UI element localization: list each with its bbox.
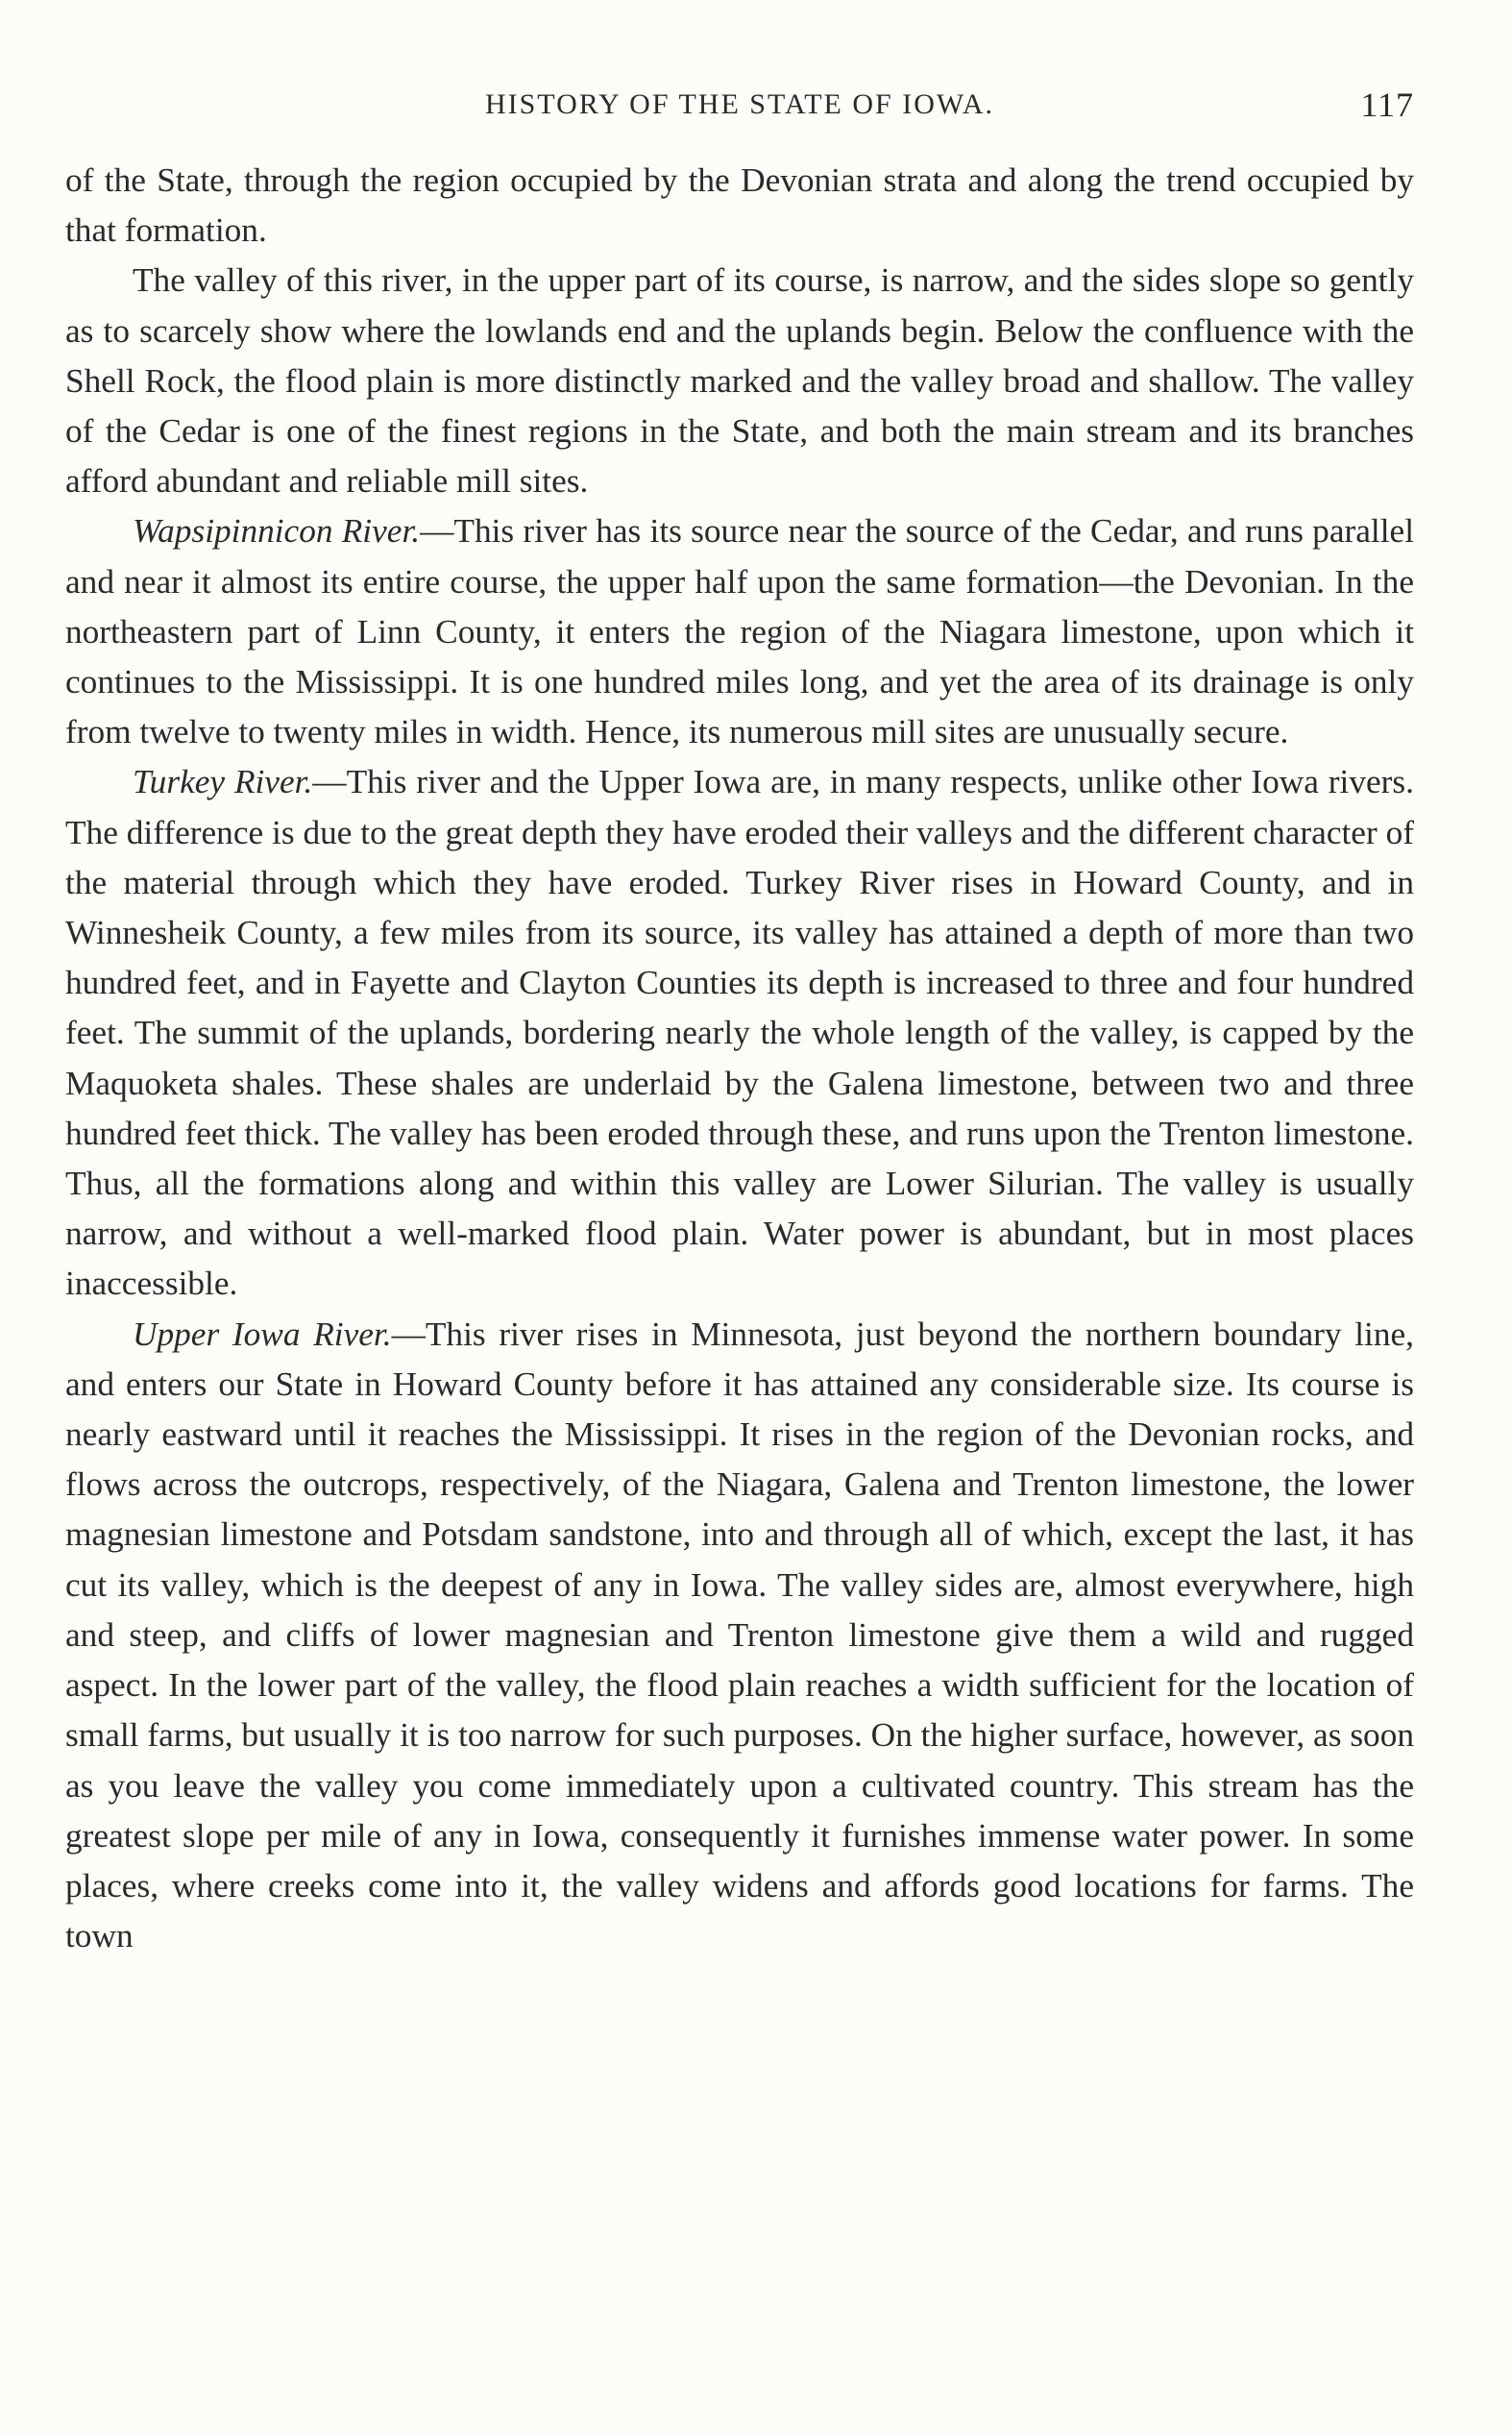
paragraph-text: —This river has its source near the source of the Cedar, and runs parallel and near it almost its entire course, the upper half upon the same formation—the Devonian. In the northeastern part of Linn County, it enters the region of the Niagara limestone, upon which it continues to the Mississippi. It is one hundred miles long, and yet the area of its drainage is only from twelve to twenty miles in width. Hence, its numerous mill sites are unusually secure. [65, 512, 1414, 751]
paragraph-wapsipinnicon-river [65, 506, 1414, 757]
paragraph-text: —This river rises in Minnesota, just beyond the northern boundary line, and enters our State in Howard County before it has attained any considerable size. Its course is nearly eastward until it reaches the Mississippi. It rises in the region of the Devonian rocks, and flows across the outcrops, respectively, of the Niagara, Galena and Trenton limestone, the lower magnesian limestone and Potsdam sandstone, into and through all of which, except the last, it has cut its valley, which is the deepest of any in Iowa. The valley sides are, almost everywhere, high and steep, and cliffs of lower magnesian and Trenton limestone give them a wild and rugged aspect. In the lower part of the valley, the flood plain reaches a width sufficient for the location of small farms, but usually it is too narrow for such purposes. On the higher surface, however, as soon as you leave the valley you come immediately upon a cultivated country. This stream has the greatest slope per mile of any in Iowa, consequently it furnishes immense water power. In some places, where creeks come into it, the valley widens and affords good locations for farms. The town [65, 1315, 1414, 1955]
paragraph-upper-iowa-river [65, 1310, 1414, 1962]
body-text [65, 156, 1414, 1961]
page-number: 117 [1360, 86, 1414, 124]
paragraph-text: of the State, through the region occupied by the Devonian strata and along the trend occupied by that formation. [65, 161, 1414, 250]
paragraph-turkey-river [65, 757, 1414, 1309]
running-title: HISTORY OF THE STATE OF IOWA. [484, 88, 995, 120]
book-page [65, 85, 1414, 1961]
running-head [65, 85, 1414, 135]
section-heading: Upper Iowa River. [133, 1315, 392, 1353]
section-heading: Wapsipinnicon River. [133, 512, 421, 551]
section-heading: Turkey River. [133, 763, 313, 801]
paragraph-text: —This river and the Upper Iowa are, in many respects, unlike other Iowa rivers. The difference is due to the great depth they have eroded their valleys and the different character of the material through which they have eroded. Turkey River rises in Howard County, and in Winnesheik County, a few miles from its source, its valley has attained a depth of more than two hundred feet, and in Fayette and Clayton Counties its depth is increased to three and four hundred feet. The summit of the uplands, bordering nearly the whole length of the valley, is capped by the Maquoketa shales. These shales are underlaid by the Galena limestone, between two and three hundred feet thick. The valley has been eroded through these, and runs upon the Trenton limestone. Thus, all the formations along and within this valley are Lower Silurian. The valley is usually narrow, and without a well-marked flood plain. Water power is abundant, but in most places inaccessible. [65, 763, 1414, 1303]
paragraph-text: The valley of this river, in the upper part of its course, is narrow, and the sides slope so gently as to scarcely show where the lowlands end and the uplands begin. Below the confluence with the Shell Rock, the flood plain is more distinctly marked and the valley broad and shallow. The valley of the Cedar is one of the finest regions in the State, and both the main stream and its branches afford abundant and reliable mill sites. [65, 261, 1414, 501]
paragraph-cedar-valley [65, 256, 1414, 506]
paragraph-continued [65, 156, 1414, 256]
